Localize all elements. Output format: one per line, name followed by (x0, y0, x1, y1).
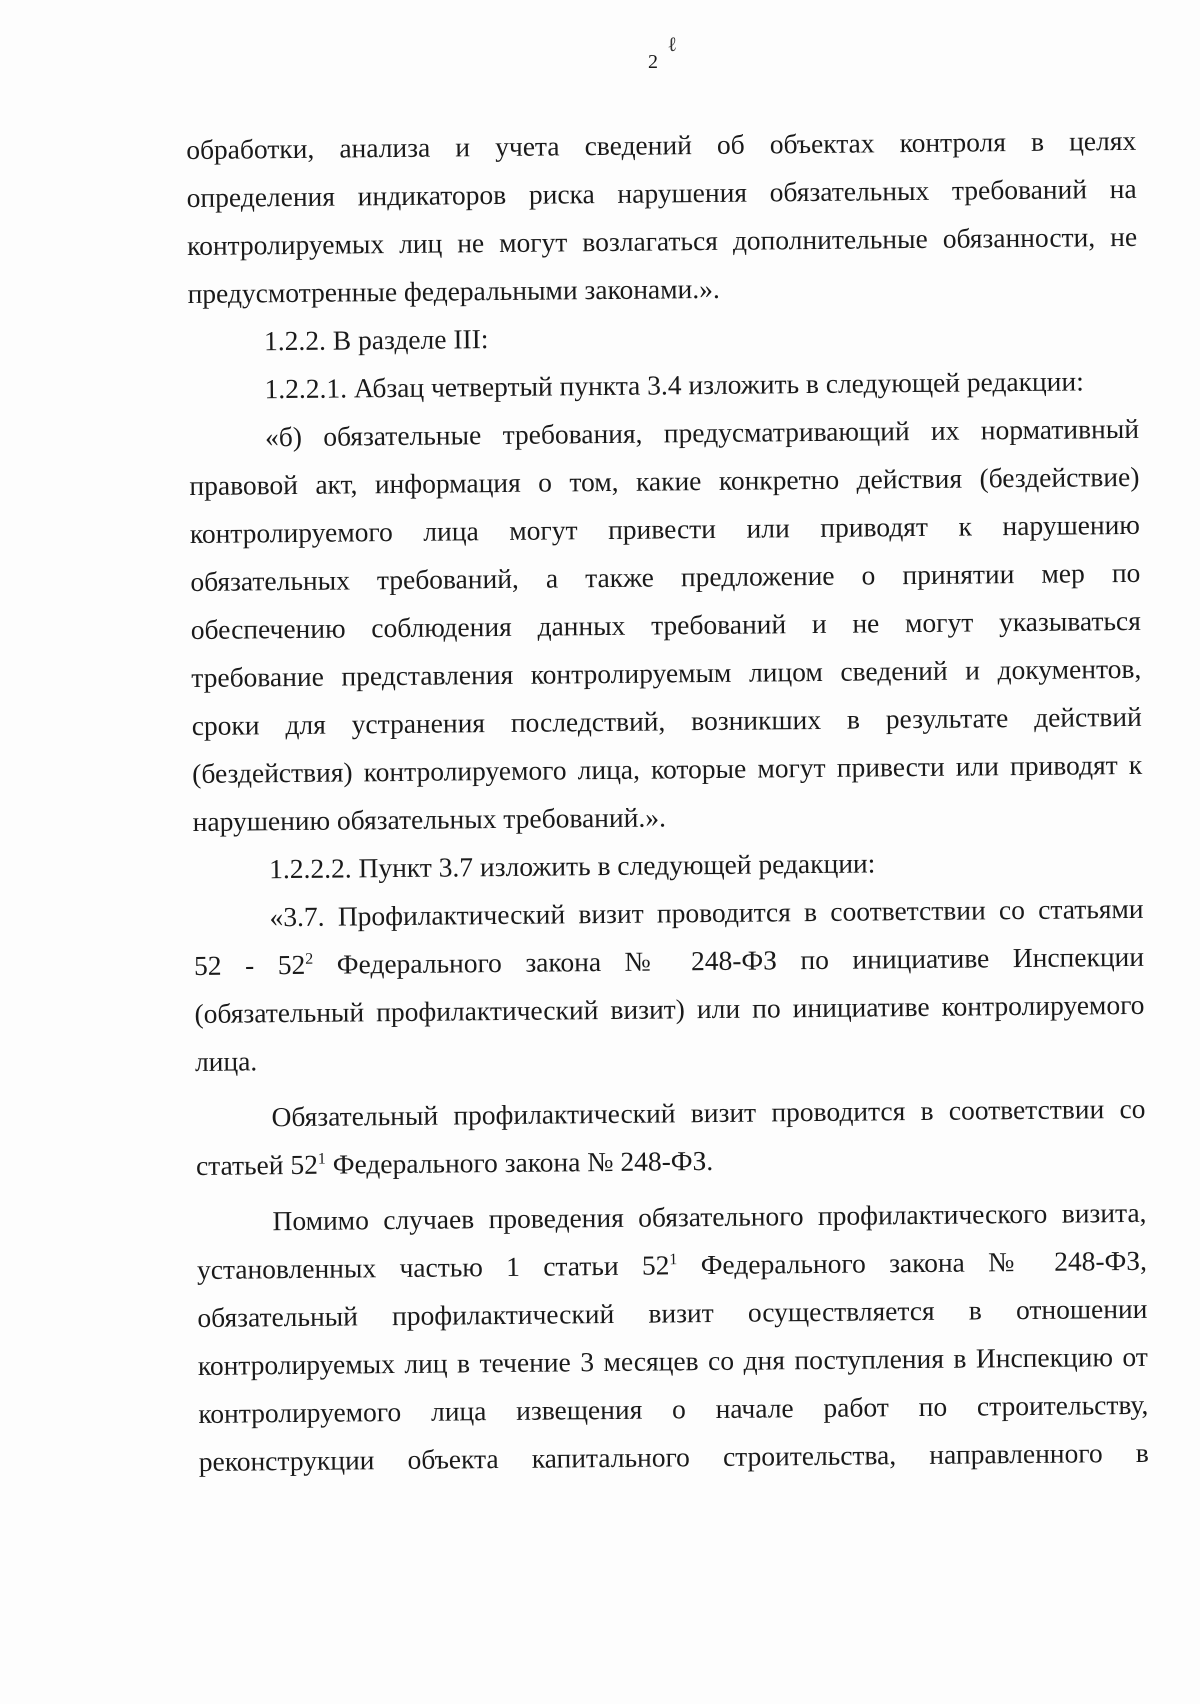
text-fragment: Федерального закона № 248-ФЗ, (677, 1244, 1148, 1281)
text-line: сроки для устранения последствий, возникших в результате действий (191, 700, 1142, 741)
text-fragment: 52 - 52 (193, 948, 306, 981)
paragraph-mandatory-visit (195, 1085, 1146, 1190)
page-number: 2 (648, 51, 658, 73)
text-line: контролируемого лица извещения о начале работ по строительству, (198, 1388, 1149, 1429)
superscript: 1 (669, 1251, 678, 1269)
subsection-heading: 1.2.2.2. Пункт 3.7 изложить в следующей редакции: (268, 847, 876, 885)
text-line: контролируемых лиц в течение 3 месяцев со дня поступления в Инспекцию от (197, 1340, 1149, 1381)
text-line: лица. (194, 1045, 258, 1077)
text-line: обязательных требований, а также предложение о принятии мер по (190, 556, 1141, 597)
text-fragment: Федерального закона № 248-ФЗ. (325, 1144, 714, 1180)
text-fragment: Федерального закона № 248-ФЗ по инициативе Инспекции (313, 940, 1145, 980)
text-line: обеспечению соблюдения данных требований и не могут указываться (190, 604, 1141, 645)
text-line: обработки, анализа и учета сведений об объектах контроля в целях (186, 124, 1137, 165)
text-line: контролируемого лица могут привести или приводят к нарушению (189, 508, 1141, 549)
text-line: Обязательный профилактический визит проводится в соответствии со (271, 1092, 1146, 1133)
superscript: 2 (305, 950, 314, 968)
text-line: правовой акт, информация о том, какие конкретно действия (бездействие) (189, 460, 1140, 501)
document-body (186, 117, 1149, 1486)
text-line: нарушению обязательных требований.». (192, 801, 667, 837)
text-line: требование представления контролируемым лицом сведений и документов, (191, 652, 1142, 693)
text-line: «3.7. Профилактический визит проводится в соответствии со статьями (269, 892, 1144, 933)
text-fragment: установленных частью 1 статьи 52 (196, 1249, 670, 1285)
paragraph-quote-b (189, 405, 1143, 846)
text-line: предусмотренные федеральными законами.». (187, 272, 720, 309)
text-line: (бездействия) контролируемого лица, которые могут привести или приводят к (192, 748, 1143, 789)
text-line: определения индикаторов риска нарушения обязательных требований на (186, 172, 1137, 213)
text-line: Помимо случаев проведения обязательного профилактического визита, (272, 1196, 1147, 1237)
text-line: контролируемых лиц не могут возлагаться дополнительные обязанности, не (186, 220, 1138, 261)
text-fragment: статьей 52 (195, 1148, 319, 1181)
text-line: реконструкции объекта капитального строительства, направленного в (198, 1436, 1149, 1477)
paragraph-quote-3-7 (193, 885, 1145, 1086)
paragraph-additional-cases (196, 1189, 1149, 1486)
subsection-heading: 1.2.2.1. Абзац четвертый пункта 3.4 изложить в следующей редакции: (264, 365, 1084, 405)
superscript: 1 (317, 1150, 326, 1168)
text-line: (обязательный профилактический визит) или по инициативе контролируемого (194, 988, 1145, 1029)
paragraph-continuation (186, 117, 1138, 318)
handwritten-mark: ℓ (666, 33, 679, 57)
section-heading: 1.2.2. В разделе III: (263, 323, 489, 357)
text-line: обязательный профилактический визит осуществляется в отношении (197, 1292, 1148, 1333)
text-line: «б) обязательные требования, предусматривающий их нормативный (264, 412, 1140, 453)
